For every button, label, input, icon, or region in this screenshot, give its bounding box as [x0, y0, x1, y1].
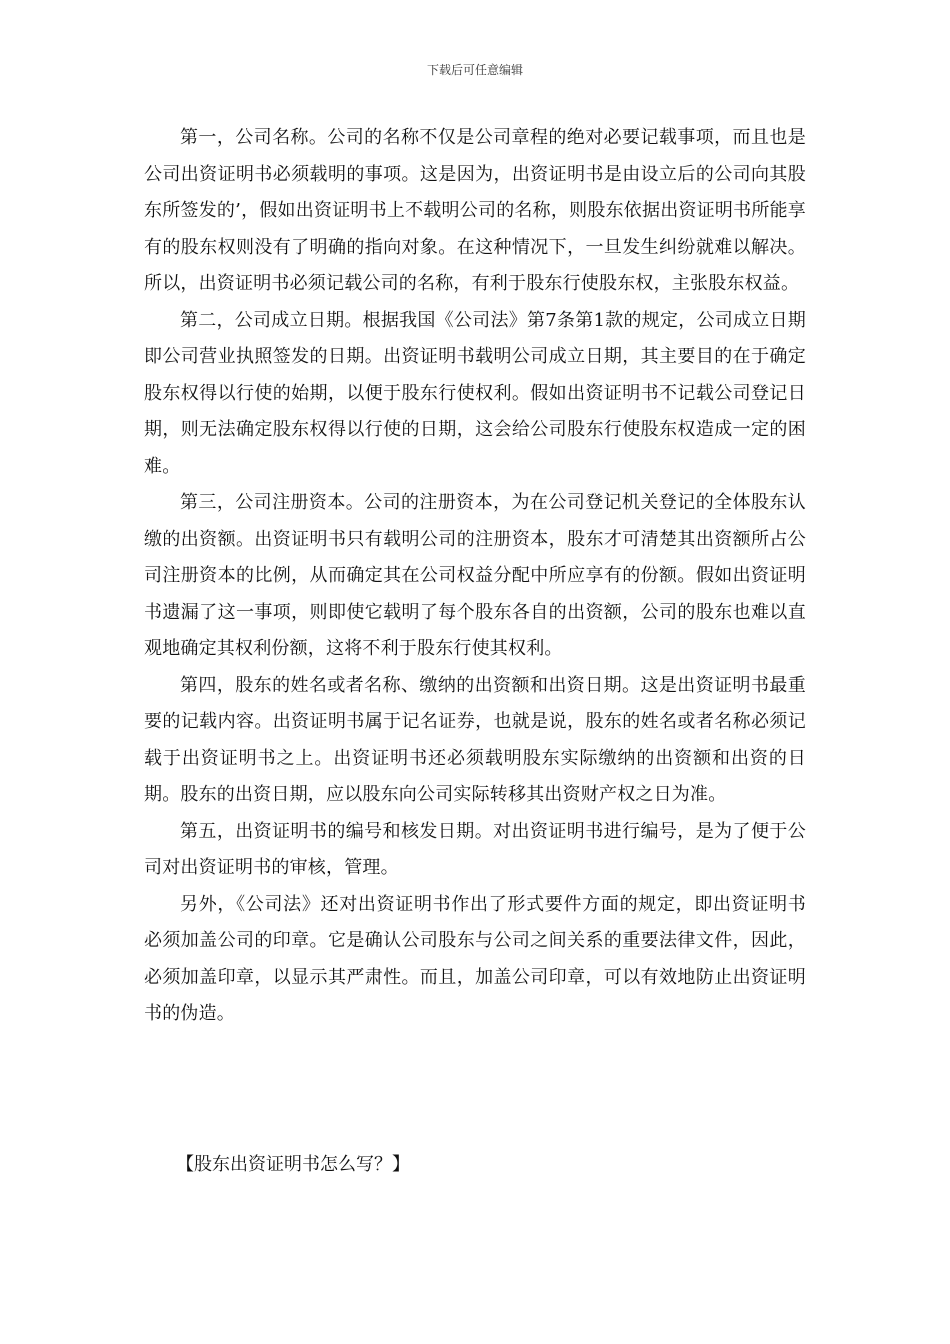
paragraph-shareholder-info: 第四，股东的姓名或者名称、缴纳的出资额和出资日期。这是出资证明书最重要的记载内容。出资证明书属于记名证券，也就是说，股东的姓名或者名称必须记载于出资证明书之上。出资证明书还必须载明股东实际缴纳的出资额和出资的日期。股东的出资日期，应以股东向公司实际转移其出资财产权之日为准。	[144, 674, 806, 805]
paragraph-certificate-number: 第五，出资证明书的编号和核发日期。对出资证明书进行编号，是为了便于公司对出资证明书的审核，管理。	[144, 820, 806, 878]
section-heading: 【股东出资证明书怎么写？】	[176, 1154, 410, 1175]
page-header: 下载后可任意编辑	[426, 63, 523, 77]
paragraph-registered-capital: 第三，公司注册资本。公司的注册资本，为在公司登记机关登记的全体股东认缴的出资额。出资证明书只有载明公司的注册资本，股东才可清楚其出资额所占公司注册资本的比例，从而确定其在公司权益分配中所应享有的份额。假如出资证明书遗漏了这一事项，则即使它载明了每个股东各自的出资额，公司的股东也难以直观地确定其权利份额，这将不利于股东行使其权利。	[144, 492, 806, 659]
document-body	[144, 120, 806, 1033]
paragraph-company-name: 第一，公司名称。公司的名称不仅是公司章程的绝对必要记载事项，而且也是公司出资证明书必须载明的事项。这是因为，出资证明书是由设立后的公司向其股东所签发的’，假如出资证明书上不载明公司的名称，则股东依据出资证明书所能享有的股东权则没有了明确的指向对象。在这种情况下，一旦发生纠纷就难以解决。所以，出资证明书必须记载公司的名称，有利于股东行使股东权，主张股东权益。	[144, 127, 806, 294]
paragraph-seal-requirement: 另外，《公司法》还对出资证明书作出了形式要件方面的规定，即出资证明书必须加盖公司的印章。它是确认公司股东与公司之间关系的重要法律文件，因此，必须加盖印章，以显示其严肃性。而且，加盖公司印章，可以有效地防止出资证明书的伪造。	[144, 893, 806, 1024]
paragraph-establishment-date: 第二，公司成立日期。根据我国《公司法》第7条第1款的规定，公司成立日期即公司营业执照签发的日期。出资证明书载明公司成立日期，其主要目的在于确定股东权得以行使的始期，以便于股东行使权利。假如出资证明书不记载公司登记日期，则无法确定股东权得以行使的日期，这会给公司股东行使股东权造成一定的困难。	[144, 309, 806, 477]
